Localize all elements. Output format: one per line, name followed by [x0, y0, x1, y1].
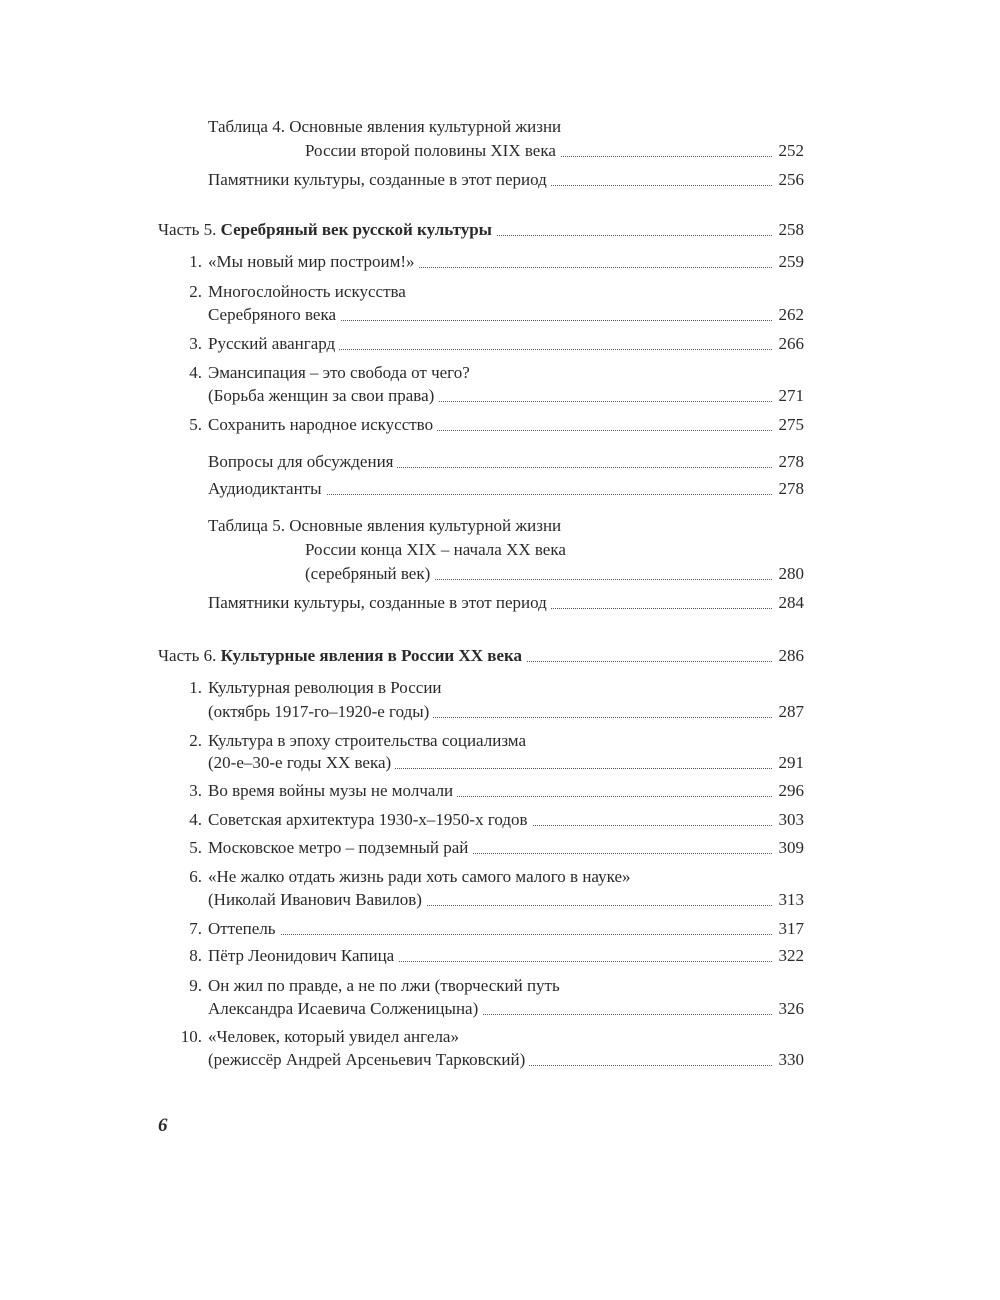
toc-entry-text: Аудиодиктанты	[208, 479, 326, 499]
toc-page-number: 296	[772, 781, 804, 801]
toc-entry-text: Культурная революция в России	[208, 678, 446, 698]
toc-entry-text: (октябрь 1917-го–1920-е годы)	[208, 702, 433, 722]
toc-entry-continuation	[0, 1050, 1000, 1070]
toc-entry-table5-line3	[0, 564, 1000, 584]
toc-entry-text: (Николай Иванович Вавилов)	[208, 890, 426, 910]
toc-entry	[0, 731, 1000, 751]
toc-page-number: 287	[772, 702, 804, 722]
toc-entry-number: 4.	[189, 363, 202, 382]
toc-entry-text: Советская архитектура 1930-х–1950-х годов	[208, 810, 532, 830]
toc-entry-continuation	[0, 753, 1000, 773]
toc-entry-text: (20-е–30-е годы XX века)	[208, 753, 395, 773]
toc-page-number: 278	[772, 452, 804, 472]
toc-entry-number: 1.	[189, 678, 202, 697]
toc-entry-number: 6.	[189, 867, 202, 886]
toc-entry-text: (серебряный век)	[305, 564, 434, 584]
toc-entry-text: Русский авангард	[208, 334, 339, 354]
toc-entry-number: 5.	[189, 838, 202, 857]
toc-page-number: 326	[772, 999, 804, 1019]
toc-entry-text: «Не жалко отдать жизнь ради хоть самого малого в науке»	[208, 867, 635, 887]
toc-entry	[0, 810, 1000, 830]
toc-entry-text: Сохранить народное искусство	[208, 415, 437, 435]
toc-page-number: 259	[772, 252, 804, 272]
toc-entry-text: России второй половины XIX века	[305, 141, 560, 161]
toc-entry-text: Таблица 4. Основные явления культурной жизни	[208, 117, 565, 137]
toc-part-prefix: Часть 6.	[158, 646, 217, 665]
toc-part-prefix: Часть 5.	[158, 220, 217, 239]
toc-page-number: 256	[772, 170, 804, 190]
toc-page-number: 266	[772, 334, 804, 354]
toc-page-number: 280	[772, 564, 804, 584]
toc-entry-text: России конца XIX – начала XX века	[305, 540, 570, 560]
toc-part-title: Серебряный век русской культуры	[220, 220, 492, 239]
toc-page-number: 271	[772, 386, 804, 406]
toc-entry-text: Московское метро – подземный рай	[208, 838, 472, 858]
toc-entry-dictations	[0, 479, 1000, 499]
toc-page-number: 317	[772, 919, 804, 939]
toc-entry-continuation	[0, 890, 1000, 910]
toc-entry	[0, 976, 1000, 996]
toc-entry-text: «Мы новый мир построим!»	[208, 252, 419, 272]
toc-page-number: 262	[772, 305, 804, 325]
toc-entry-number: 8.	[189, 946, 202, 965]
toc-entry	[0, 415, 1000, 435]
toc-entry-number: 3.	[189, 334, 202, 353]
toc-page-number: 278	[772, 479, 804, 499]
toc-entry-text: Многослойность искусства	[208, 282, 410, 302]
toc-entry-text: (режиссёр Андрей Арсеньевич Тарковский)	[208, 1050, 529, 1070]
toc-entry-continuation	[0, 999, 1000, 1019]
toc-entry-text: Оттепель	[208, 919, 280, 939]
toc-entry	[0, 919, 1000, 939]
toc-page-number: 252	[772, 141, 804, 161]
toc-page-number: 275	[772, 415, 804, 435]
toc-entry-continuation	[0, 386, 1000, 406]
toc-entry-text: Александра Исаевича Солженицына)	[208, 999, 482, 1019]
toc-part-title: Культурные явления в России XX века	[220, 646, 523, 665]
toc-entry	[0, 282, 1000, 302]
toc-entry-number: 10.	[180, 1027, 202, 1046]
toc-entry	[0, 1027, 1000, 1047]
toc-entry-number: 5.	[189, 415, 202, 434]
toc-entry-number: 7.	[189, 919, 202, 938]
toc-page-number: 258	[772, 220, 804, 240]
toc-entry-text: Пётр Леонидович Капица	[208, 946, 398, 966]
toc-part6-heading	[0, 646, 1000, 666]
page-folio-number: 6	[158, 1115, 168, 1136]
toc-entry-table4-line2	[0, 141, 1000, 161]
toc-part5-heading	[0, 220, 1000, 240]
toc-page-number: 284	[772, 593, 804, 613]
toc-entry-table4-line1	[0, 117, 1000, 137]
toc-entry-text: Эмансипация – это свобода от чего?	[208, 363, 474, 383]
toc-entry-number: 3.	[189, 781, 202, 800]
toc-page-number: 330	[772, 1050, 804, 1070]
toc-entry-text: Культура в эпоху строительства социализма	[208, 731, 530, 751]
toc-part-heading-text	[158, 646, 526, 666]
toc-entry-number: 2.	[189, 731, 202, 750]
toc-entry-questions	[0, 452, 1000, 472]
toc-entry-number: 9.	[189, 976, 202, 995]
toc-entry	[0, 363, 1000, 383]
toc-entry	[0, 678, 1000, 698]
toc-entry-text: Памятники культуры, созданные в этот период	[208, 170, 551, 190]
toc-page-number: 303	[772, 810, 804, 830]
toc-entry-text: «Человек, который увидел ангела»	[208, 1027, 463, 1047]
toc-part-heading-text	[158, 220, 496, 240]
toc-page-number: 322	[772, 946, 804, 966]
toc-entry	[0, 334, 1000, 354]
toc-entry-text: Во время войны музы не молчали	[208, 781, 457, 801]
toc-page-number: 286	[772, 646, 804, 666]
toc-entry	[0, 867, 1000, 887]
toc-entry-text: Серебряного века	[208, 305, 340, 325]
toc-entry-text: Вопросы для обсуждения	[208, 452, 397, 472]
toc-page-number: 313	[772, 890, 804, 910]
toc-page-number: 309	[772, 838, 804, 858]
toc-entry	[0, 252, 1000, 272]
toc-entry-monuments5	[0, 593, 1000, 613]
toc-entry-monuments4	[0, 170, 1000, 190]
toc-entry-table5-line2	[0, 540, 1000, 560]
toc-entry-number: 4.	[189, 810, 202, 829]
dot-leader	[208, 934, 772, 935]
toc-entry-table5-line1	[0, 516, 1000, 536]
toc-entry	[0, 946, 1000, 966]
toc-entry-number: 1.	[189, 252, 202, 271]
toc-entry-continuation	[0, 305, 1000, 325]
toc-entry-number: 2.	[189, 282, 202, 301]
toc-entry-text: (Борьба женщин за свои права)	[208, 386, 438, 406]
toc-page-number: 291	[772, 753, 804, 773]
toc-entry	[0, 781, 1000, 801]
toc-entry-text: Таблица 5. Основные явления культурной жизни	[208, 516, 565, 536]
toc-entry-text: Памятники культуры, созданные в этот период	[208, 593, 551, 613]
toc-entry	[0, 838, 1000, 858]
toc-entry-continuation	[0, 702, 1000, 722]
toc-entry-text: Он жил по правде, а не по лжи (творческий путь	[208, 976, 564, 996]
